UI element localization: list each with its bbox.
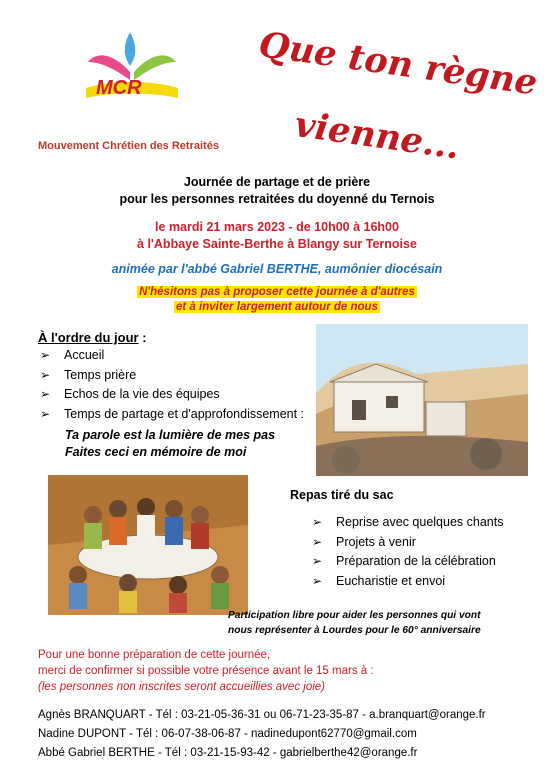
last-supper-illustration <box>48 475 248 615</box>
agenda-title-suffix: : <box>138 330 147 345</box>
contact-line: Abbé Gabriel BERTHE - Tél : 03-21-15-93-42 - gabrielberthe42@orange.fr <box>38 747 418 759</box>
registration-note <box>38 647 374 695</box>
arrow-bullet-icon: ➢ <box>312 554 323 568</box>
afternoon-item-label: Préparation de la célébration <box>336 554 496 568</box>
list-item <box>40 385 304 405</box>
arrow-bullet-icon: ➢ <box>40 406 51 421</box>
invite-text-2: et à inviter largement autour de nous <box>176 301 378 313</box>
invite-line-1 <box>0 284 554 298</box>
quote-2: Faites ceci en mémoire de moi <box>65 445 247 459</box>
agenda-heading <box>38 330 147 345</box>
list-item <box>312 533 503 553</box>
organization-name: Mouvement Chrétien des Retraités <box>38 140 219 152</box>
registration-line-3: (les personnes non inscrites seront accueillies avec joie) <box>38 681 326 693</box>
afternoon-list <box>312 513 503 591</box>
event-animator: animée par l'abbé Gabriel BERTHE, aumônier diocésain <box>111 262 443 276</box>
event-description-1: Journée de partage et de prière <box>183 175 371 189</box>
registration-line-1: Pour une bonne préparation de cette journée, <box>38 649 271 661</box>
list-item <box>40 346 304 366</box>
quote-1: Ta parole est la lumière de mes pas <box>65 428 276 442</box>
list-item <box>40 405 304 425</box>
agenda-item-label: Temps de partage et d'approfondissement : <box>64 406 305 421</box>
agenda-list <box>40 346 304 424</box>
contact-line: Nadine DUPONT - Tél : 06-07-38-06-87 - nadinedupont62770@gmail.com <box>38 728 417 740</box>
event-date: le mardi 21 mars 2023 - de 10h00 à 16h00 <box>155 220 399 234</box>
participation-note <box>228 608 481 638</box>
participation-line-1: Participation libre pour aider les personnes qui vont <box>228 610 481 621</box>
event-place: à l'Abbaye Sainte-Berthe à Blangy sur Ternoise <box>137 237 417 251</box>
contact-line: Agnès BRANQUART - Tél : 03-21-05-36-31 ou 06-71-23-35-87 - a.branquart@orange.fr <box>38 709 486 721</box>
logo-text: MCR <box>96 77 142 99</box>
agenda-item-label: Accueil <box>64 348 105 362</box>
list-item <box>312 513 503 533</box>
event-description-2: pour les personnes retraitées du doyenné du Ternois <box>119 192 435 206</box>
arrow-bullet-icon: ➢ <box>312 534 323 549</box>
arrow-bullet-icon: ➢ <box>40 387 51 401</box>
mcr-logo <box>82 22 202 122</box>
arrow-bullet-icon: ➢ <box>40 348 51 362</box>
invite-line-2 <box>0 299 554 313</box>
page-title-line1: Que ton règne <box>256 24 540 104</box>
list-item <box>312 552 503 572</box>
agenda-title: À l'ordre du jour <box>38 330 139 345</box>
registration-line-2: merci de confirmer si possible votre présence avant le 15 mars à : <box>38 665 374 677</box>
afternoon-heading: Repas tiré du sac <box>290 488 394 502</box>
arrow-bullet-icon: ➢ <box>312 515 323 529</box>
afternoon-item-label: Projets à venir <box>336 534 416 549</box>
list-item <box>312 572 503 592</box>
agenda-item-label: Temps prière <box>64 367 137 382</box>
afternoon-item-label: Eucharistie et envoi <box>336 573 446 588</box>
abbey-illustration <box>316 324 528 476</box>
page-title-line2: vienne... <box>292 104 463 168</box>
afternoon-item-label: Reprise avec quelques chants <box>336 515 504 529</box>
arrow-bullet-icon: ➢ <box>312 573 323 588</box>
list-item <box>40 366 304 386</box>
arrow-bullet-icon: ➢ <box>40 367 51 382</box>
agenda-item-label: Echos de la vie des équipes <box>64 387 220 401</box>
invite-text-1: N'hésitons pas à proposer cette journée à d'autres <box>139 286 415 298</box>
participation-line-2: nous représenter à Lourdes pour le 60° anniversaire <box>228 625 481 636</box>
